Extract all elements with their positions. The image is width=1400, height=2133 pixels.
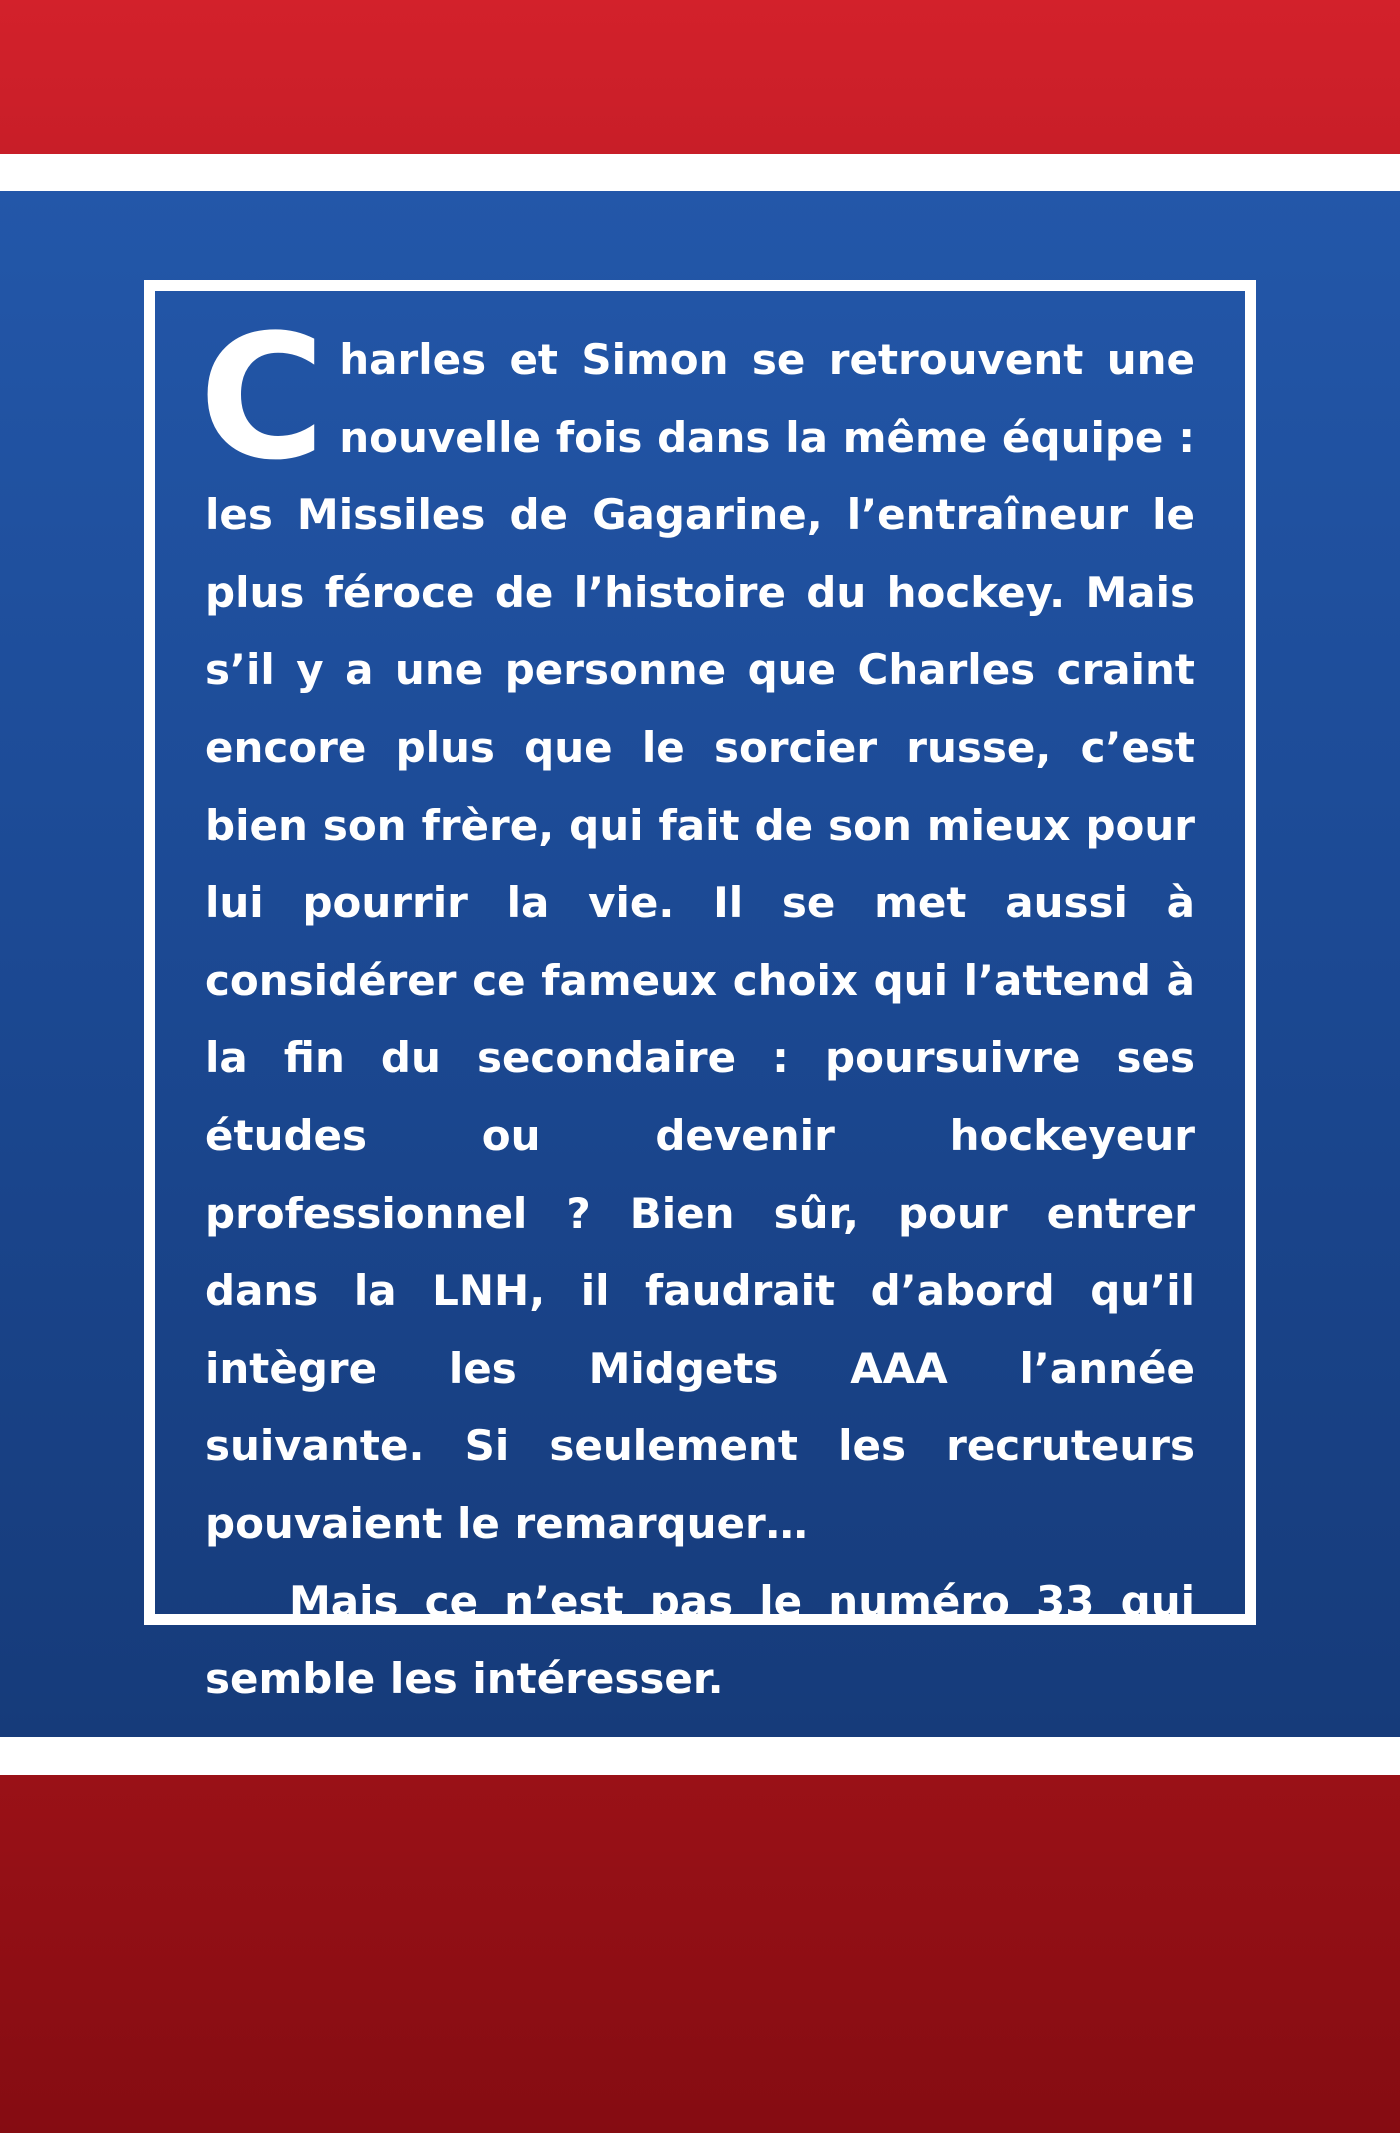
bottom-red-band xyxy=(0,1775,1400,2133)
drop-cap-letter: C xyxy=(199,297,326,498)
back-cover-summary xyxy=(199,297,1195,1718)
summary-paragraph-2: Mais ce n’est pas le numéro 33 qui semble les intéresser. xyxy=(205,1576,1195,1704)
top-white-stripe xyxy=(0,154,1400,191)
summary-paragraph-1 xyxy=(199,297,1195,1563)
top-red-band xyxy=(0,0,1400,154)
bottom-white-stripe xyxy=(0,1737,1400,1775)
summary-paragraph-1-text: harles et Simon se retrouvent une nouvelle fois dans la même équipe : les Missiles de Gagarine, l’entraîneur le plus féroce de l’histoire du hockey. Mais s’il y a une personne que Charles craint encore plus que le sorcier russe, c’est bien son frère, qui fait de son mieux pour lui pourrir la vie. Il se met aussi à considérer ce fameux choix qui l’attend à la fin du secondaire : poursuivre ses études ou devenir hockeyeur professionnel ? Bien sûr, pour entrer dans la LNH, il faudrait d’abord qu’il intègre les Midgets AAA l’année suivante. Si seulement les recruteurs pouvaient le remarquer… xyxy=(205,335,1195,1548)
